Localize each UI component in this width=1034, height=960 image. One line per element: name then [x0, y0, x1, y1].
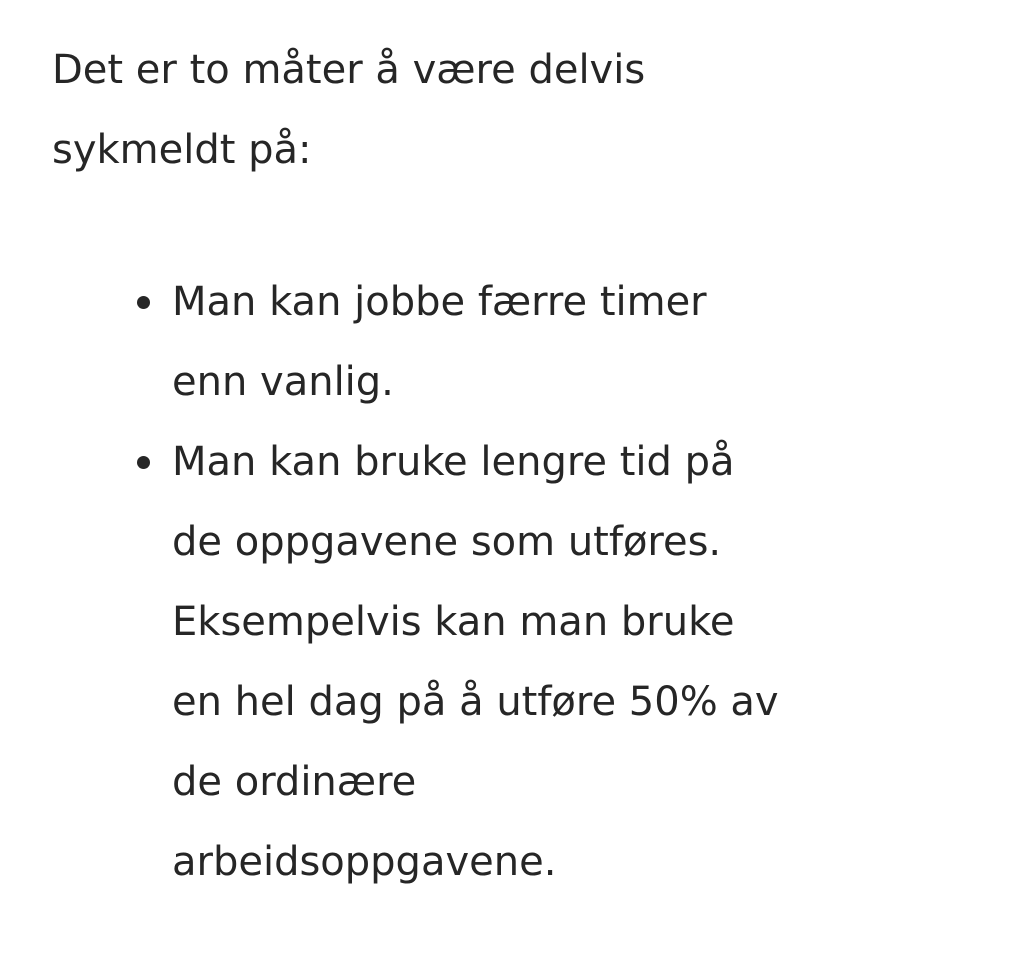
intro-line: Det er to måter å være delvis [52, 47, 646, 93]
list-item-line: enn vanlig. [172, 359, 394, 405]
intro-paragraph [52, 30, 992, 190]
article-content [52, 30, 992, 885]
bullet-list [132, 262, 912, 902]
list-item-line: de oppgavene som utføres. [172, 519, 722, 565]
list-item-fewer-hours [132, 262, 912, 422]
list-item-line: en hel dag på å utføre 50% av [172, 679, 779, 725]
list-item-line: de ordinære [172, 759, 417, 805]
list-item-line: Man kan bruke lengre tid på [172, 439, 735, 485]
intro-line: sykmeldt på: [52, 127, 312, 173]
bullet-dot-icon [137, 296, 150, 309]
list-item-line: Eksempelvis kan man bruke [172, 599, 735, 645]
list-item-line: arbeidsoppgavene. [172, 839, 557, 885]
list-item-more-time [132, 422, 912, 902]
bullet-dot-icon [137, 456, 150, 469]
list-item-line: Man kan jobbe færre timer [172, 279, 707, 325]
